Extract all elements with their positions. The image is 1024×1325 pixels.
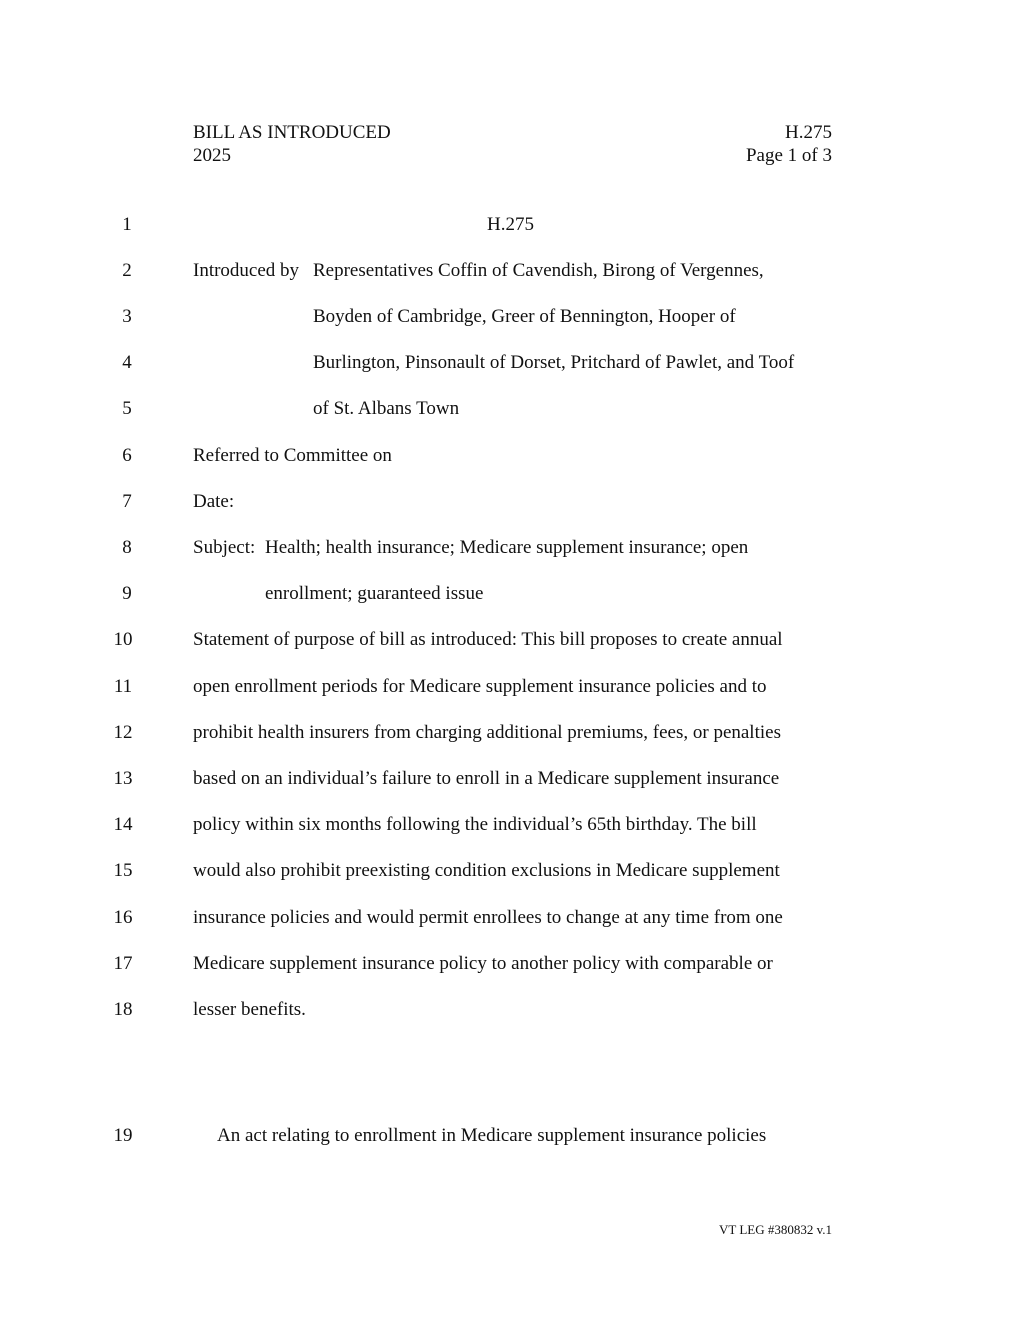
purpose-line: Medicare supplement insurance policy to another policy with comparable or [193, 953, 773, 974]
line-number: 6 [122, 445, 132, 466]
purpose-line: would also prohibit preexisting condition exclusions in Medicare supplement [193, 860, 780, 881]
line-number: 11 [113, 676, 133, 697]
bill-number-title: H.275 [487, 214, 534, 235]
line-number: 18 [113, 999, 133, 1020]
sponsors-line: Boyden of Cambridge, Greer of Bennington, Hooper of [313, 306, 736, 327]
line-number: 1 [122, 214, 132, 235]
header-year: 2025 [193, 145, 231, 166]
line-number: 9 [122, 583, 132, 604]
introduced-by-label: Introduced by [193, 260, 300, 281]
line-number: 3 [122, 306, 132, 327]
line-number: 7 [122, 491, 132, 512]
line-number: 10 [113, 629, 133, 650]
line-number: 13 [113, 768, 133, 789]
act-title: An act relating to enrollment in Medicare supplement insurance policies [217, 1125, 767, 1146]
referred-to-committee: Referred to Committee on [193, 445, 392, 466]
subject-line: Health; health insurance; Medicare supplement insurance; open [265, 537, 749, 558]
line-number: 4 [122, 352, 132, 373]
purpose-line: lesser benefits. [193, 999, 306, 1020]
header-bill-status: BILL AS INTRODUCED [193, 122, 391, 143]
sponsors-line: Representatives Coffin of Cavendish, Birong of Vergennes, [313, 260, 764, 281]
line-number: 16 [113, 907, 133, 928]
sponsors-line: Burlington, Pinsonault of Dorset, Pritchard of Pawlet, and Toof [313, 352, 795, 373]
line-number: 5 [122, 398, 132, 419]
subject-label: Subject: [193, 537, 256, 558]
footer-document-id: VT LEG #380832 v.1 [718, 1222, 832, 1237]
date-label: Date: [193, 491, 235, 512]
purpose-line: based on an individual’s failure to enroll in a Medicare supplement insurance [193, 768, 780, 789]
sponsors-line: of St. Albans Town [313, 398, 460, 419]
line-number: 19 [113, 1125, 133, 1146]
header-page-number: Page 1 of 3 [745, 145, 832, 166]
line-number: 12 [113, 722, 133, 743]
line-number: 15 [113, 860, 133, 881]
line-number: 8 [122, 537, 132, 558]
line-number: 14 [113, 814, 133, 835]
header-bill-number: H.275 [785, 122, 832, 143]
purpose-line: policy within six months following the individual’s 65th birthday. The bill [193, 814, 757, 835]
line-number: 17 [113, 953, 133, 974]
purpose-line: Statement of purpose of bill as introduced: This bill proposes to create annual [193, 629, 783, 650]
purpose-line: open enrollment periods for Medicare supplement insurance policies and to [193, 676, 767, 697]
subject-line: enrollment; guaranteed issue [265, 583, 484, 604]
purpose-line: insurance policies and would permit enrollees to change at any time from one [193, 907, 783, 928]
purpose-line: prohibit health insurers from charging additional premiums, fees, or penalties [193, 722, 781, 743]
line-number: 2 [122, 260, 132, 281]
